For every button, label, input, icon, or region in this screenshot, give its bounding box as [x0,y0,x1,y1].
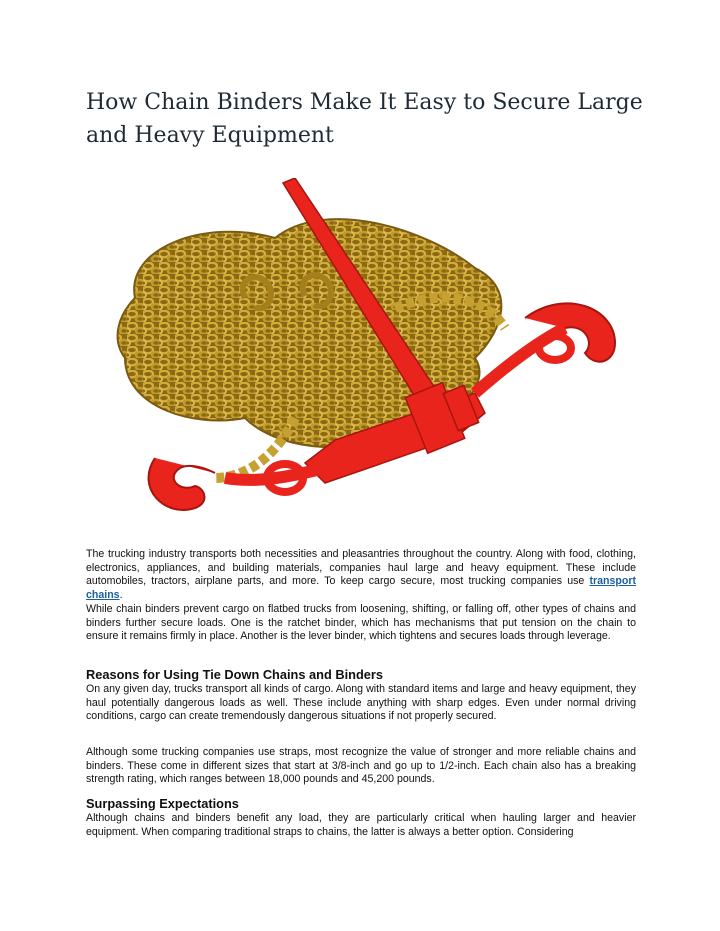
intro-text: The trucking industry transports both necessities and pleasantries throughout the country. Along with food, clothing, electronics, appliances, and building materials, companies haul large and heavy equipment. These include automobiles, tractors, airplane parts, and more. To keep cargo secure, most trucking companies use [86,548,636,588]
intro-paragraph-2: While chain binders prevent cargo on flatbed trucks from loosening, shifting, or falling off, other types of chains and binders further secure loads. One is the ratchet binder, which has mechanisms that put tension on the chain to ensure it remains firmly in place. Another is the lever binder, which tightens and secures loads through leverage. [86,603,636,643]
intro-paragraph-1 [86,548,636,602]
section-heading-expectations: Surpassing Expectations [86,796,239,811]
reasons-paragraph-1: On any given day, trucks transport all kinds of cargo. Along with standard items and large and heavy equipment, they haul potentially dangerous loads as well. These include anything with sharp edges. Even under normal driving conditions, cargo can create tremendously dangerous situations if not properly secured. [86,683,636,723]
transport-chains-link[interactable]: transport chains [86,575,636,601]
section-heading-reasons: Reasons for Using Tie Down Chains and Binders [86,667,383,682]
reasons-paragraph-2: Although some trucking companies use straps, most recognize the value of stronger and more reliable chains and binders. These come in different sizes that start at 3/8-inch and go up to 1/2-inch. Each chain also has a breaking strength rating, which ranges between 18,000 pounds and 45,200 pounds. [86,746,636,786]
chain-binder-image [95,178,635,523]
intro-text-end: . [119,588,123,601]
expectations-paragraph-1: Although chains and binders benefit any load, they are particularly critical when hauling larger and heavier equipment. When comparing traditional straps to chains, the latter is always a better option. Considering [86,812,636,838]
page-title: How Chain Binders Make It Easy to Secure Large and Heavy Equipment [86,90,643,148]
hook-left [149,458,215,510]
